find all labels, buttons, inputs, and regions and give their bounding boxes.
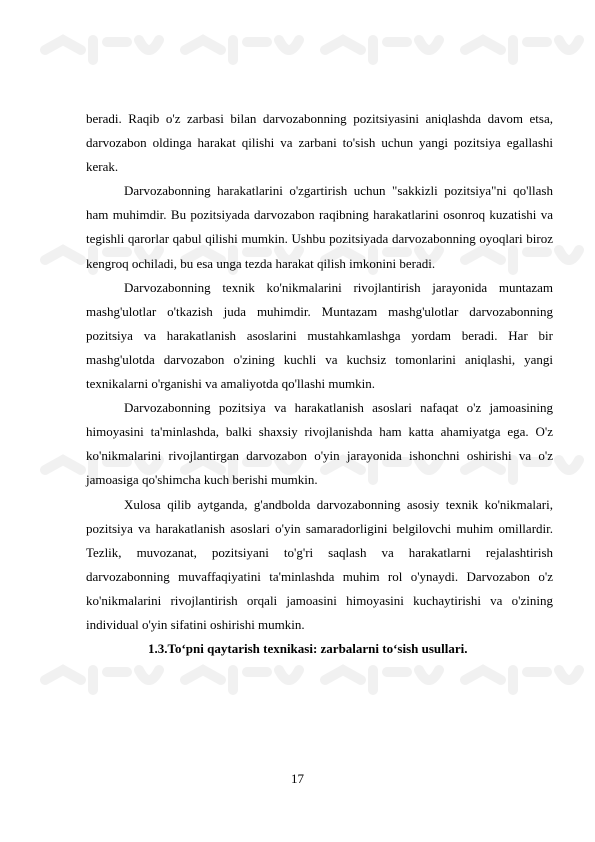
watermark-shape [465, 40, 579, 60]
watermark-shape [465, 670, 579, 690]
watermark-shape [45, 40, 159, 60]
page-number: 17 [291, 771, 304, 786]
section-heading: 1.3.To‘pni qaytarish texnikasi: zarbalarni to‘sish usullari. [148, 641, 468, 657]
watermark-shape [185, 670, 299, 690]
watermark-shape [325, 40, 439, 60]
watermark-shape [325, 670, 439, 690]
paragraph-5: Xulosa qilib aytganda, g'andbolda darvozabonning asosiy texnik ko'nikmalari, pozitsiya va harakatlanish asoslari o'yin samaradorligini belgilovchi muhim omillardir. Tezlik, muvozanat, pozitsiyani to'g'ri saqlash va harakatlarni rejalashtirish darvozabonning muvaffaqiyatini ta'minlashda muhim rol o'ynaydi. Darvozabon o'z ko'nikmalarini rivojlantirish orqali jamoasini himoyasini kuchaytirishi va o'zining individual o'yin sifatini oshirishi mumkin. [86, 496, 553, 632]
paragraph-2: Darvozabonning harakatlarini o'zgartirish uchun "sakkizli pozitsiya"ni qo'llash ham muhimdir. Bu pozitsiyada darvozabon raqibning harakatlarini osonroq kuzatishi va tegishli qarorlar qabul qilishi mumkin. Ushbu pozitsiyada darvozabonning oyoqlari biroz kengroq ochiladi, bu esa unga tezda harakat qilish imkonini beradi. [86, 183, 553, 271]
watermark-shape [45, 670, 159, 690]
watermark-shape [185, 40, 299, 60]
paragraph-4: Darvozabonning pozitsiya va harakatlanish asoslari nafaqat o'z jamoasining himoyasini ta'minlashda, balki shaxsiy rivojlanishda ham katta ahamiyatga ega. O'z ko'nikmalarini rivojlantirgan darvozabon o'yin jarayonida ishonchni oshirishi va o'z jamoasiga qo'shimcha kuch berishi mumkin. [86, 400, 553, 488]
body-text [86, 107, 553, 661]
paragraph-3: Darvozabonning texnik ko'nikmalarini rivojlantirish jarayonida muntazam mashg'ulotlar o'tkazish juda muhimdir. Muntazam mashg'ulotlar darvozabonning pozitsiya va harakatlanish asoslarini mustahkamlashga yordam beradi. Har bir mashg'ulotda darvozabon o'zining kuchli va kuchsiz tomonlarini aniqlashi, yangi texnikalarni o'rganishi va amaliyotda qo'llashi mumkin. [86, 279, 553, 392]
paragraph-1: beradi. Raqib o'z zarbasi bilan darvozabonning pozitsiyasini aniqlashda davom etsa, darvozabon oldinga harakat qilishi va zarbani to'sish uchun yangi pozitsiya egallashi kerak. [86, 111, 553, 175]
